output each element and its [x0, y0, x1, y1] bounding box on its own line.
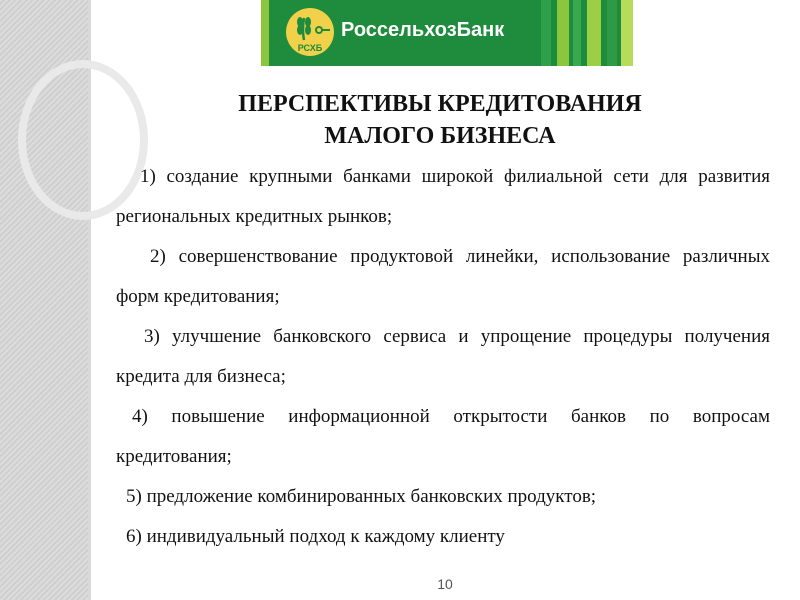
wheat-icon — [286, 8, 334, 56]
slide-title-line-2: МАЛОГО БИЗНЕСА — [324, 123, 556, 149]
decorative-side-panel — [0, 0, 91, 600]
bank-emblem — [286, 8, 334, 56]
slide-title-line-1: ПЕРСПЕКТИВЫ КРЕДИТОВАНИЯ — [238, 91, 642, 117]
perspectives-list — [116, 157, 770, 557]
list-item: 3) улучшение банковского сервиса и упрощение процедуры получения кредита для бизнеса; — [116, 326, 770, 387]
bank-logo-banner — [261, 0, 633, 66]
svg-text:РСХБ: РСХБ — [297, 43, 323, 53]
slide-title — [190, 88, 690, 152]
list-item: 5) предложение комбинированных банковских продуктов; — [126, 486, 597, 507]
list-item: 6) индивидуальный подход к каждому клиенту — [126, 526, 505, 547]
list-item: 4) повышение информационной открытости банков по вопросам кредитования; — [116, 406, 770, 467]
page-number: 10 — [437, 576, 453, 592]
list-item: 1) создание крупными банками широкой филиальной сети для развития региональных кредитных рынков; — [116, 166, 770, 227]
list-item: 2) совершенствование продуктовой линейки, использование различных форм кредитования; — [116, 246, 770, 307]
bank-name: РоссельхозБанк — [341, 19, 505, 41]
